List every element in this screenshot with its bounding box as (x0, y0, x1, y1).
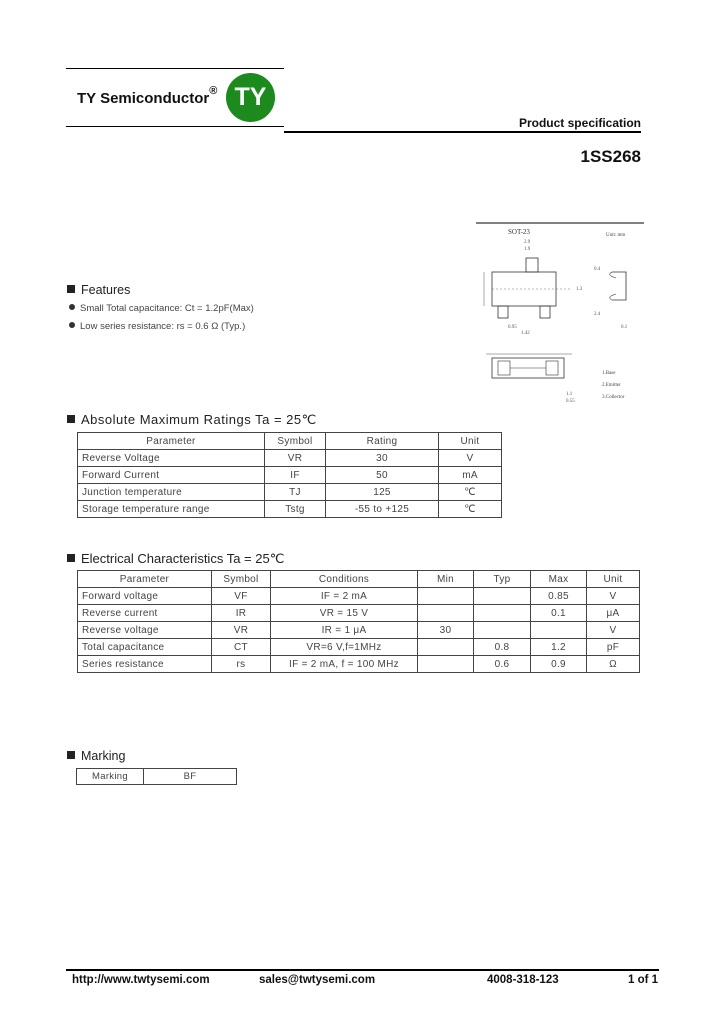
cell: V (439, 450, 502, 467)
cell (474, 622, 531, 639)
footer-url-link[interactable]: http://www.twtysemi.com (72, 974, 210, 986)
marking-heading: Marking (67, 749, 125, 763)
dim-label: 1.3 (576, 287, 583, 292)
cell: 0.9 (531, 656, 587, 673)
table-row (78, 501, 502, 518)
pin-label: 2.Emitter (602, 383, 621, 388)
header-rule-top (66, 68, 284, 69)
table-row (77, 769, 237, 785)
footer-rule (66, 969, 659, 971)
cell (531, 622, 587, 639)
cell: VR (265, 450, 326, 467)
header-cell: Rating (326, 433, 439, 450)
square-bullet-icon (67, 554, 75, 562)
cell: V (587, 622, 640, 639)
header-cell: Max (531, 571, 587, 588)
cell: 0.1 (531, 605, 587, 622)
dim-label: 0.55 (566, 399, 575, 404)
cell: VR (212, 622, 271, 639)
cell: IF = 2 mA, f = 100 MHz (271, 656, 418, 673)
cell (474, 588, 531, 605)
features-heading: Features (67, 283, 130, 297)
cell (418, 605, 474, 622)
bullet-icon (69, 322, 75, 328)
pin-label: 1.Base (602, 371, 616, 376)
cell: 50 (326, 467, 439, 484)
cell: Reverse voltage (78, 622, 212, 639)
header-cell: Symbol (212, 571, 271, 588)
product-specification: Product specification (518, 116, 641, 130)
elec-char-table (77, 570, 640, 673)
table-row (78, 622, 640, 639)
header-cell: Parameter (78, 433, 265, 450)
cell (418, 639, 474, 656)
cell: 1.2 (531, 639, 587, 656)
cell: Tstg (265, 501, 326, 518)
feature-item: Small Total capacitance: Ct = 1.2pF(Max) (69, 303, 254, 314)
square-bullet-icon (67, 415, 75, 423)
dim-label: 2.4 (594, 312, 601, 317)
table-row (78, 450, 502, 467)
dim-label: 1.1 (566, 392, 573, 397)
cell: rs (212, 656, 271, 673)
dim-label: 0.4 (594, 267, 601, 272)
bullet-icon (69, 304, 75, 310)
package-unit: Unit: mm (606, 233, 626, 238)
cell: IR = 1 μA (271, 622, 418, 639)
cell: VF (212, 588, 271, 605)
header-rule-long (284, 131, 641, 133)
table-row (78, 484, 502, 501)
dim-label: 2.9 (524, 240, 531, 245)
cell: VR = 15 V (271, 605, 418, 622)
cell: Storage temperature range (78, 501, 265, 518)
table-row (78, 639, 640, 656)
header-cell: Typ (474, 571, 531, 588)
cell: 30 (418, 622, 474, 639)
header-cell: Conditions (271, 571, 418, 588)
cell: CT (212, 639, 271, 656)
marking-label: Marking (77, 769, 144, 785)
cell: 0.85 (531, 588, 587, 605)
pin-label: 3.Collector (602, 395, 625, 400)
table-row (78, 605, 640, 622)
marking-value: BF (144, 769, 237, 785)
header-rule-short (66, 126, 284, 127)
header-cell: Unit (587, 571, 640, 588)
header-cell: Unit (439, 433, 502, 450)
cell: IR (212, 605, 271, 622)
footer-email-link[interactable]: sales@twtysemi.com (259, 974, 376, 986)
feature-item: Low series resistance: rs = 0.6 Ω (Typ.) (69, 321, 245, 332)
cell (474, 605, 531, 622)
cell: ℃ (439, 501, 502, 518)
header-cell: Parameter (78, 571, 212, 588)
package-outline-drawing (476, 220, 646, 410)
square-bullet-icon (67, 751, 75, 759)
cell (418, 656, 474, 673)
square-bullet-icon (67, 285, 75, 293)
brand-name: TY Semiconductor® (77, 85, 218, 107)
cell: mA (439, 467, 502, 484)
cell: pF (587, 639, 640, 656)
cell: ℃ (439, 484, 502, 501)
table-row (78, 467, 502, 484)
cell: -55 to +125 (326, 501, 439, 518)
cell: TJ (265, 484, 326, 501)
ty-logo: TY (226, 73, 275, 122)
table-header-row (78, 571, 640, 588)
table-row (78, 588, 640, 605)
cell: Forward voltage (78, 588, 212, 605)
cell: IF (265, 467, 326, 484)
abs-max-heading: Absolute Maximum Ratings Ta = 25℃ (67, 412, 317, 428)
cell: Series resistance (78, 656, 212, 673)
cell: Total capacitance (78, 639, 212, 656)
dim-label: 0.95 (508, 325, 517, 330)
cell: 125 (326, 484, 439, 501)
marking-table (76, 768, 237, 785)
cell: V (587, 588, 640, 605)
table-header-row (78, 433, 502, 450)
package-name: SOT-23 (508, 228, 530, 236)
table-row (78, 656, 640, 673)
cell: Ω (587, 656, 640, 673)
cell: Junction temperature (78, 484, 265, 501)
cell (418, 588, 474, 605)
cell: Forward Current (78, 467, 265, 484)
cell: Reverse Voltage (78, 450, 265, 467)
cell: 30 (326, 450, 439, 467)
footer-phone: 4008-318-123 (487, 974, 559, 986)
cell: VR=6 V,f=1MHz (271, 639, 418, 656)
header-cell: Symbol (265, 433, 326, 450)
cell: Reverse current (78, 605, 212, 622)
elec-char-heading: Electrical Characteristics Ta = 25℃ (67, 551, 284, 567)
cell: 0.8 (474, 639, 531, 656)
dim-label: 1.9 (524, 247, 531, 252)
footer-page-number: 1 of 1 (628, 974, 659, 986)
cell: 0.6 (474, 656, 531, 673)
dim-label: 1.42 (521, 331, 530, 336)
part-number: 1SS268 (580, 147, 641, 166)
cell: μA (587, 605, 640, 622)
cell: IF = 2 mA (271, 588, 418, 605)
abs-max-table (77, 432, 502, 518)
dim-label: 0.1 (621, 325, 628, 330)
header-cell: Min (418, 571, 474, 588)
